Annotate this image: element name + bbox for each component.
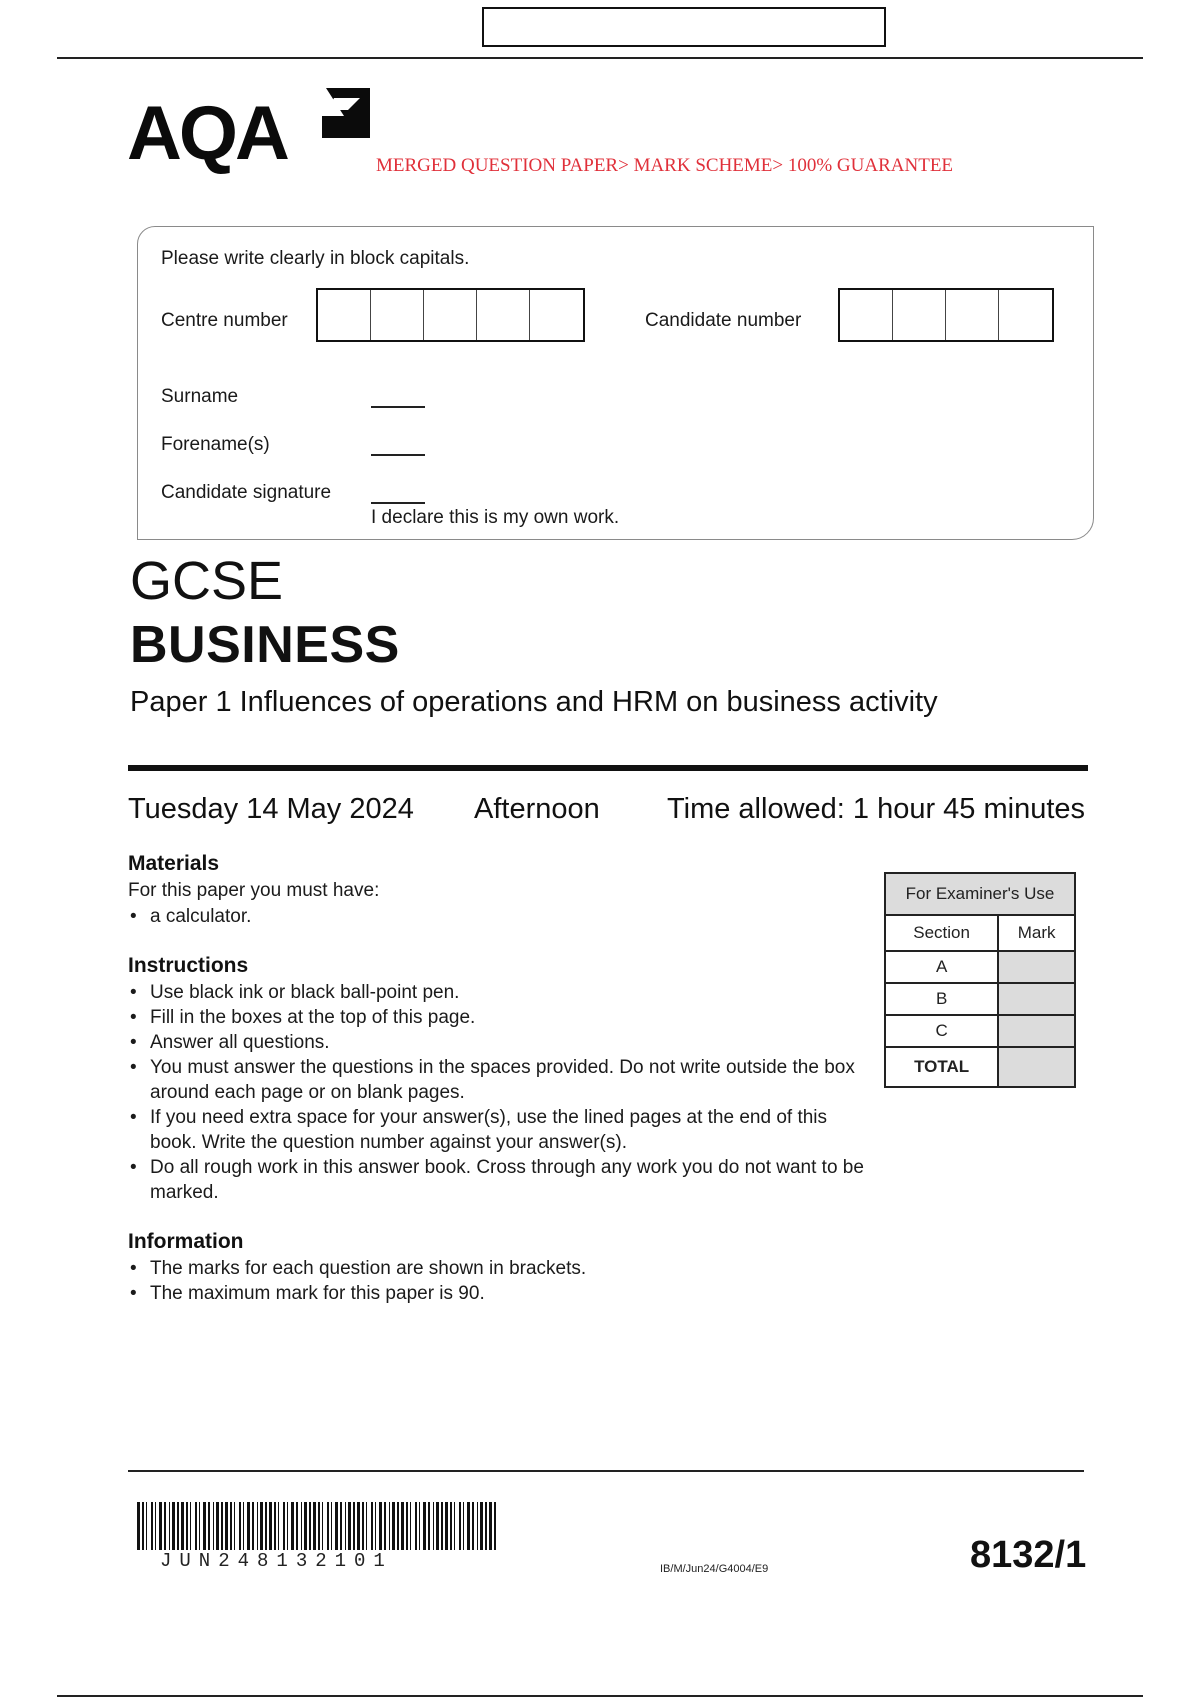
list-item: • a calculator. <box>128 904 828 929</box>
total-label: TOTAL <box>885 1047 998 1087</box>
centre-number-label: Centre number <box>161 310 288 331</box>
centre-number-cell[interactable] <box>371 290 424 340</box>
candidate-number-cell[interactable] <box>999 290 1052 340</box>
information-list <box>128 1256 868 1306</box>
paper-reference: IB/M/Jun24/G4004/E9 <box>660 1563 769 1575</box>
qualification-level: GCSE <box>130 551 284 611</box>
mark-column-header: Mark <box>998 915 1075 951</box>
declaration-text: I declare this is my own work. <box>371 507 620 528</box>
list-item: • Fill in the boxes at the top of this page. <box>128 1005 868 1030</box>
list-item: • You must answer the questions in the spaces provided. Do not write outside the box around each page or on blank pages. <box>128 1055 868 1105</box>
section-label: B <box>885 983 998 1015</box>
centre-number-boxes[interactable] <box>316 288 585 342</box>
candidate-number-label: Candidate number <box>645 310 802 331</box>
list-item: • If you need extra space for your answer(s), use the lined pages at the end of this book. Write the question number against your answer(s). <box>128 1105 868 1155</box>
forenames-field[interactable] <box>371 454 425 456</box>
centre-number-cell[interactable] <box>318 290 371 340</box>
surname-label: Surname <box>161 386 239 407</box>
centre-number-cell[interactable] <box>424 290 477 340</box>
total-mark-cell[interactable] <box>998 1047 1075 1087</box>
title-rule <box>128 765 1088 771</box>
section-column-header: Section <box>885 915 998 951</box>
bottom-rule <box>57 1695 1143 1697</box>
list-item: • Use black ink or black ball-point pen. <box>128 980 868 1005</box>
barcode-text: JUN248132101 <box>160 1550 393 1572</box>
instructions-list <box>128 980 868 1205</box>
candidate-number-cell[interactable] <box>946 290 999 340</box>
instructions-heading: Instructions <box>128 954 249 977</box>
signature-label: Candidate signature <box>161 482 332 503</box>
list-item: • Answer all questions. <box>128 1030 868 1055</box>
materials-intro: For this paper you must have: <box>128 880 380 901</box>
examiner-table-title: For Examiner's Use <box>885 873 1075 915</box>
information-heading: Information <box>128 1230 244 1253</box>
footer-rule <box>128 1470 1084 1472</box>
exam-date: Tuesday 14 May 2024 <box>128 793 414 825</box>
materials-heading: Materials <box>128 852 220 875</box>
mark-cell[interactable] <box>998 983 1075 1015</box>
section-label: C <box>885 1015 998 1047</box>
list-item: • Do all rough work in this answer book. Cross through any work you do not want to be marked. <box>128 1155 868 1205</box>
section-label: A <box>885 951 998 983</box>
candidate-number-cell[interactable] <box>893 290 946 340</box>
subject-title: BUSINESS <box>130 616 400 674</box>
centre-number-cell[interactable] <box>530 290 583 340</box>
mark-cell[interactable] <box>998 951 1075 983</box>
aqa-logo-mark-icon <box>318 84 374 144</box>
aqa-logo <box>127 91 287 176</box>
surname-field[interactable] <box>371 406 425 408</box>
candidate-number-cell[interactable] <box>840 290 893 340</box>
block-capitals-instruction: Please write clearly in block capitals. <box>161 248 470 269</box>
barcode-icon <box>137 1502 499 1552</box>
exam-session: Afternoon <box>474 793 600 825</box>
forenames-label: Forename(s) <box>161 434 270 455</box>
candidate-number-boxes[interactable] <box>838 288 1054 342</box>
list-item: • The marks for each question are shown in brackets. <box>128 1256 868 1281</box>
signature-field[interactable] <box>371 502 425 504</box>
paper-title: Paper 1 Influences of operations and HRM on business activity <box>130 686 938 718</box>
mark-cell[interactable] <box>998 1015 1075 1047</box>
paper-code: 8132/1 <box>970 1534 1087 1576</box>
examiner-use-table <box>884 872 1076 1088</box>
logo-text: AQA <box>127 91 287 176</box>
materials-list <box>128 904 828 929</box>
time-allowed: Time allowed: 1 hour 45 minutes <box>667 793 1086 825</box>
header-blank-box <box>482 7 886 47</box>
list-item: • The maximum mark for this paper is 90. <box>128 1281 868 1306</box>
top-rule <box>57 57 1143 59</box>
merged-banner: MERGED QUESTION PAPER> MARK SCHEME> 100% GUARANTEE <box>376 155 954 176</box>
centre-number-cell[interactable] <box>477 290 530 340</box>
